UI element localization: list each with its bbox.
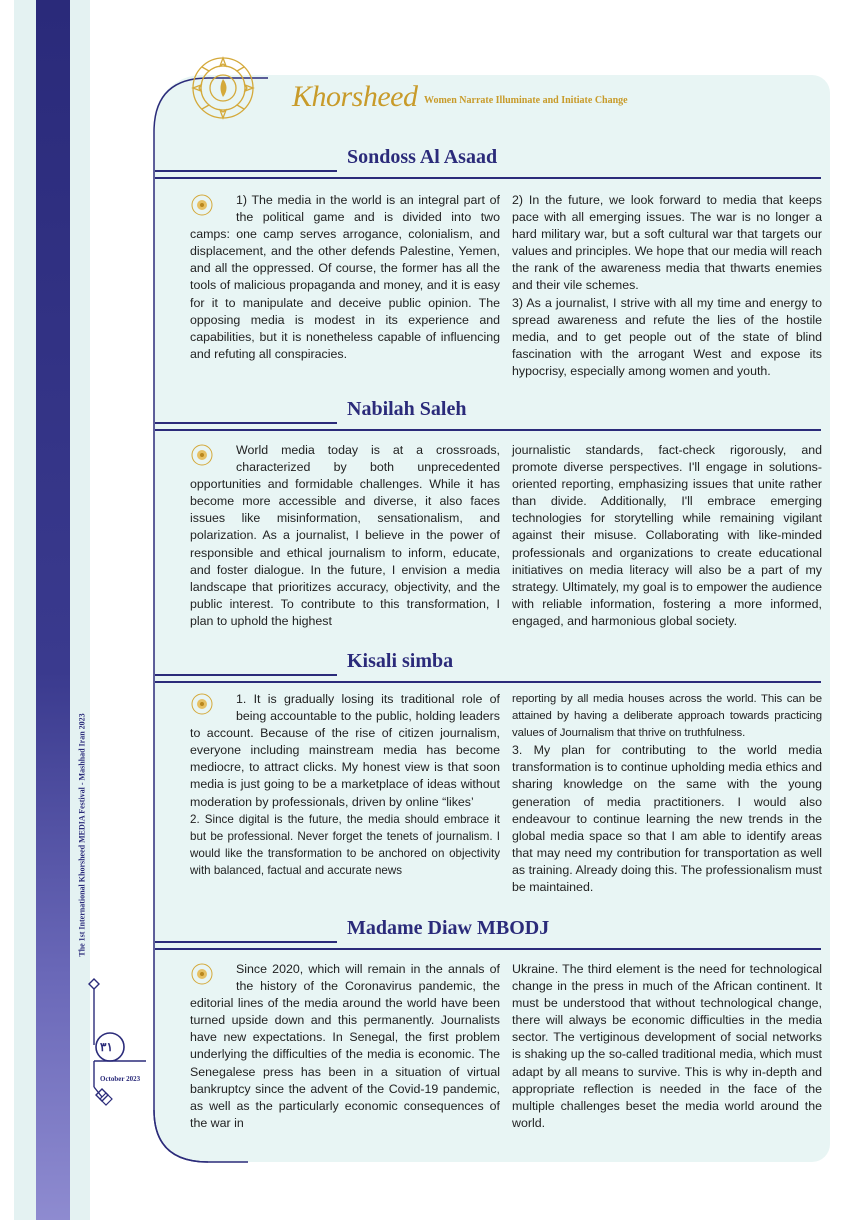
brand-tagline: Women Narrate Illuminate and Initiate Change (424, 95, 628, 106)
section-left-column (190, 442, 500, 630)
author-name: Kisali simba (347, 650, 454, 672)
side-color-bar (36, 0, 70, 1220)
sun-bullet-icon (190, 443, 214, 467)
section-rule (155, 948, 821, 950)
section-right-column (512, 192, 822, 380)
paragraph: 1) The media in the world is an integral part of the political game and is divided into two camps: one camp serves arrogance, colonialism, and displacement, and the other defends Palestine, Yemen, and all the oppressed. Of course, the former has all the tools of malicious propaganda and money, and it is easy for it to manipulate and deceive public opinion. The opposing media is modest in its experience and capabilities, but it is nonetheless capable of influencing and refuting all conspiracies. (190, 193, 500, 361)
brand-name: Khorsheed (292, 80, 418, 113)
sun-bullet-icon (190, 962, 214, 986)
paragraph: Ukraine. The third element is the need for technological change in the press in much of the African continent. It must be understood that without technological change, there will always be economic difficulties in the media sector. The vertiginous development of social networks is shaking up the so-called traditional media, which must adapt by all means to survive. This is why in-depth and appropriate reflection is needed in the face of the multiple challenges beset the media world around the world. (512, 962, 822, 1130)
section-rule (155, 429, 821, 431)
paragraph: 2. Since digital is the future, the media should embrace it but be professional. Never forget the tenets of journalism. I would like the transformation to be anchored on objectivity with balanced, factual and accurate news (190, 812, 500, 877)
page-number: ۳۱ (100, 1040, 113, 1054)
paragraph: World media today is at a crossroads, characterized by both unprecedented opportunities and formidable challenges. While it has become more accessible and diverse, it also faces issues like misinformation, sensationalism, and polarization. As a journalist, I believe in the power of responsible and ethical journalism to inform, educate, and foster dialogue. In the future, I envision a media landscape that prioritizes accuracy, objectivity, and the public interest. To contribute to this transformation, I plan to uphold the highest (190, 443, 500, 628)
sun-bullet-icon (190, 193, 214, 217)
section-rule (155, 177, 821, 179)
author-name: Madame Diaw MBODJ (347, 917, 550, 939)
author-name: Nabilah Saleh (347, 398, 467, 420)
festival-label: The 1st International Khorsheed MEDIA Festival - Mashhad Iran 2023 (77, 713, 87, 957)
section-left-column (190, 192, 500, 363)
paragraph: 1. It is gradually losing its traditional role of being accountable to the public, holding leaders to account. Because of the rise of citizen journalism, everyone including mainstream media has become mediocre, to attract clicks. My honest view is that soon media is just going to be a marketplace of ideas without moderation by professionals, driven by online “likes’ (190, 692, 500, 809)
issue-date: October 2023 (100, 1075, 141, 1083)
section-rule-left (155, 422, 337, 424)
paragraph: 3) As a journalist, I strive with all my time and energy to spread awareness and refute the lies of the hostile media, and to get people out of the state of blind fascination with the arrogant West and expose its hypocrisy, especially among women and youth. (512, 295, 822, 378)
section-right-column (512, 961, 822, 1132)
section-rule-left (155, 941, 337, 943)
paragraph: 2) In the future, we look forward to media that keeps pace with all emerging issues. The war is no longer a hard military war, but a soft cultural war that targets our values and principles. We hope that our media will reach the rank of the awareness media that thwarts enemies and their vile schemes. (512, 193, 822, 293)
paragraph: Since 2020, which will remain in the annals of the history of the Coronavirus pandemic, the editorial lines of the media around the world have been turned upside down and this permanently. Journalists have new expectations. In Senegal, the first problem underlying the difficulties of the media is economic. The Senegalese press has been in a situation of virtual bankruptcy since the advent of the Covid-19 pandemic, as well as the particularly economic consequences of the war in (190, 962, 500, 1130)
section-left-column (190, 961, 500, 1132)
section-right-column (512, 442, 822, 630)
sun-bullet-icon (190, 692, 214, 716)
paragraph: journalistic standards, fact-check rigorously, and promote diverse perspectives. I'll engage in solutions-oriented reporting, emphasizing issues that unite rather than divide. Additionally, I'll embrace emerging technologies for storytelling while remaining vigilant against their misuse. Collaborating with like-minded professionals and organizations to create educational initiatives on media literacy will also be a part of my strategy. Ultimately, my goal is to empower the audience with reliable information, fostering a more informed, engaged, and harmonious global society. (512, 443, 822, 628)
khorsheed-sun-logo (190, 55, 256, 121)
paragraph: 3. My plan for contributing to the world media transformation is to continue upholding media ethics and sharing knowledge on the same with the young generation of media practitioners. I would also endeavour to continue learning the new trends in the global media space so that I am able to identify areas that may need my contribution for transportation as well as training. Already doing this. The professionalism must be maintained. (512, 743, 822, 895)
paragraph: reporting by all media houses across the world. This can be attained by having a deliberate approach towards practicing values of Journalism that thrive on truthfulness. (512, 693, 822, 740)
section-left-column (190, 691, 500, 879)
side-label (73, 690, 91, 980)
section-rule (155, 681, 821, 683)
section-rule-left (155, 674, 337, 676)
author-name: Sondoss Al Asaad (347, 146, 498, 168)
section-right-column (512, 691, 822, 896)
section-rule-left (155, 170, 337, 172)
